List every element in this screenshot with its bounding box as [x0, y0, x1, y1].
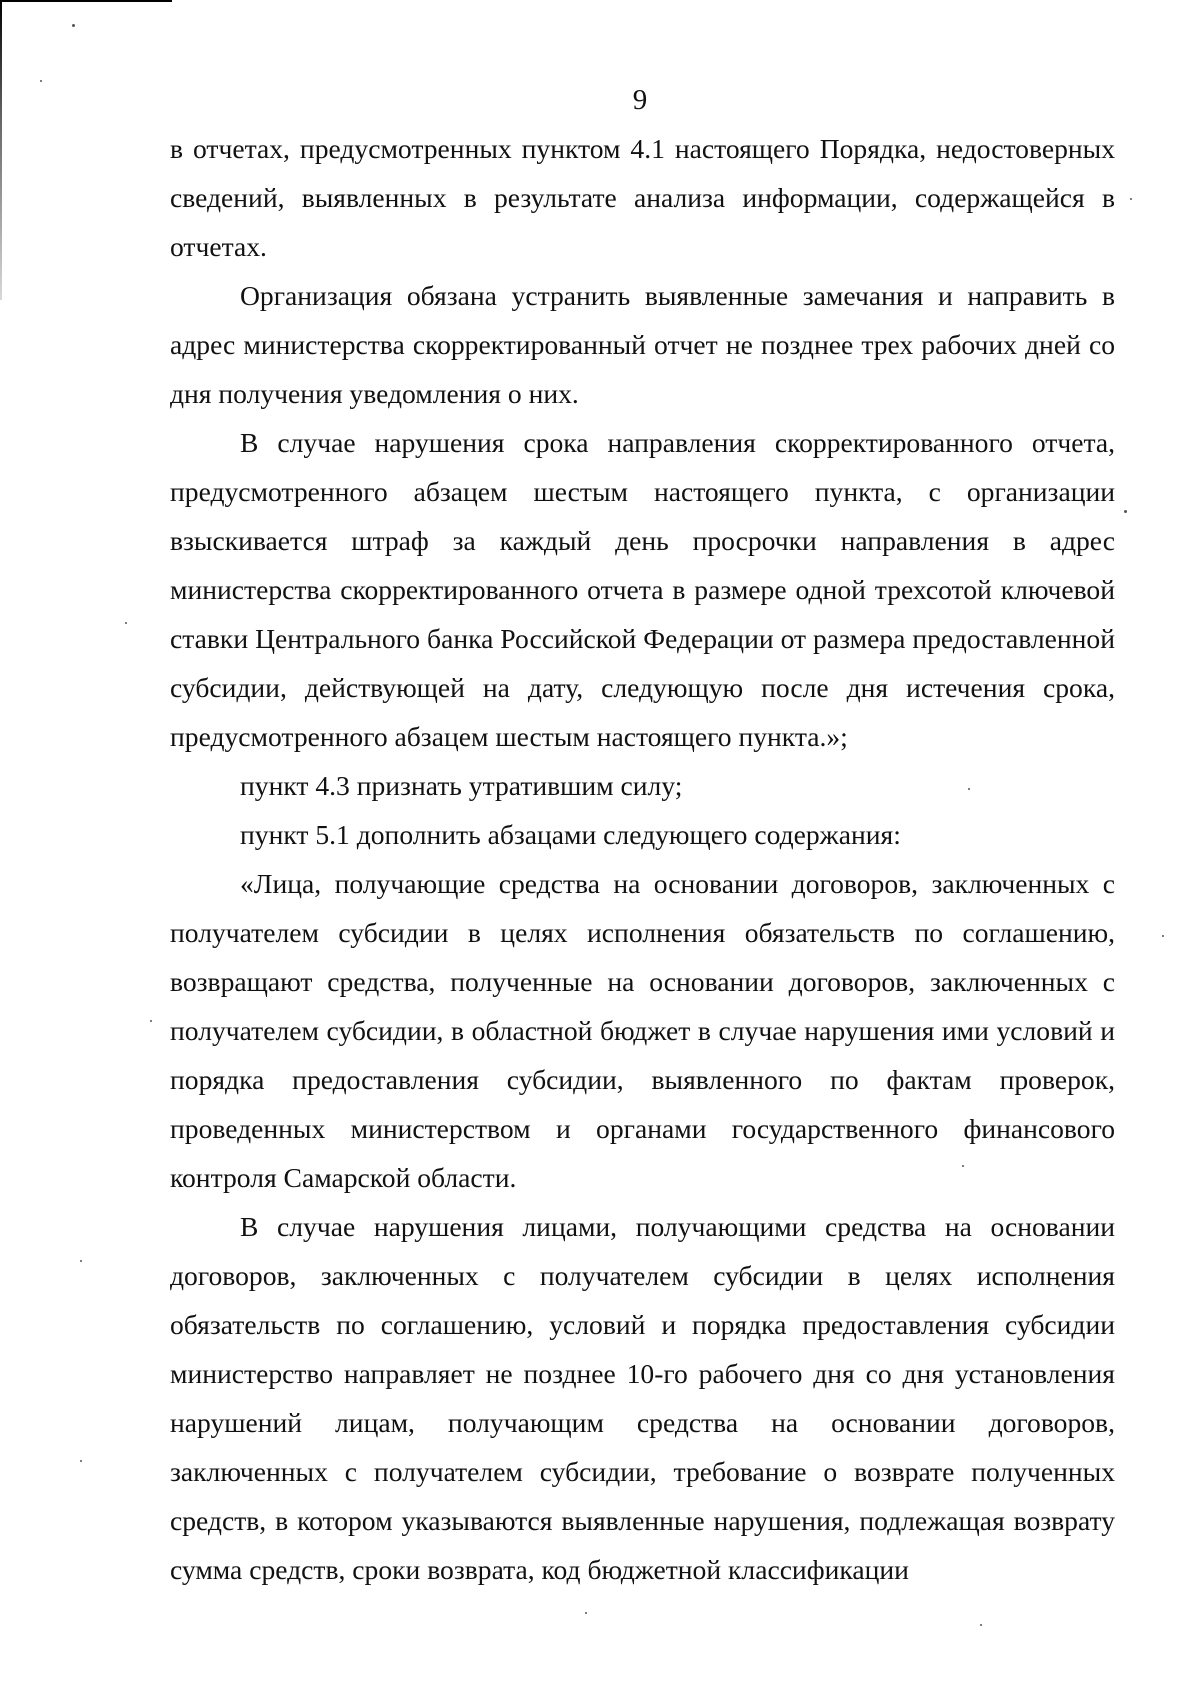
- paragraph: пункт 4.3 признать утратившим силу;: [240, 770, 683, 801]
- scan-edge-top: [0, 0, 172, 2]
- scan-speck: [1124, 510, 1127, 513]
- scan-speck: [40, 80, 42, 82]
- scan-speck: [585, 1612, 587, 1614]
- paragraph: В случае нарушения срока направления скорректированного отчета, предусмотренного абзацем шестым настоящего пункта, с организации взыскивается штраф за каждый день просрочки направления в адрес министерства скорректированного отчета в размере одной трехсотой ключевой ставки Центрального банка Российской Федерации от размера предоставленной субсидии, действующей на дату, следующую после дня истечения срока, предусмотренного абзацем шестым настоящего пункта.»;: [170, 427, 1115, 752]
- scan-speck: [980, 1624, 982, 1626]
- scan-speck: [80, 1260, 82, 1262]
- paragraph: пункт 5.1 дополнить абзацами следующего содержания:: [240, 819, 901, 850]
- document-body: [170, 124, 1115, 1594]
- paragraph: В случае нарушения лицами, получающими средства на основании договоров, заключенных с получателем субсидии в целях исполнения обязательств по соглашению, условий и порядка предоставления субсидии министерство направляет не позднее 10-го рабочего дня со дня установления нарушений лицам, получающим средства на основании договоров, заключенных с получателем субсидии, требование о возврате полученных средств, в котором указываются выявленные нарушения, подлежащая возврату сумма средств, сроки возврата, код бюджетной классификации: [170, 1211, 1115, 1585]
- scan-speck: [150, 1020, 152, 1022]
- scan-edge-left: [0, 0, 2, 300]
- paragraph: в отчетах, предусмотренных пунктом 4.1 настоящего Порядка, недостоверных сведений, выявленных в результате анализа информации, содержащейся в отчетах.: [170, 133, 1115, 262]
- scan-speck: [125, 622, 127, 624]
- scan-speck: [1162, 935, 1164, 937]
- paragraph: «Лица, получающие средства на основании договоров, заключенных с получателем субсидии в целях исполнения обязательств по соглашению, возвращают средства, полученные на основании договоров, заключенных с получателем субсидии, в областной бюджет в случае нарушения ими условий и порядка предоставления субсидии, выявленного по фактам проверок, проведенных министерством и органами государственного финансового контроля Самарской области.: [170, 868, 1115, 1193]
- page-number: 9: [632, 84, 648, 116]
- paragraph: Организация обязана устранить выявленные замечания и направить в адрес министерства скорректированный отчет не позднее трех рабочих дней со дня получения уведомления о них.: [170, 280, 1115, 409]
- scan-speck: [72, 24, 75, 27]
- scan-speck: [1130, 198, 1132, 200]
- scan-speck: [80, 1460, 82, 1462]
